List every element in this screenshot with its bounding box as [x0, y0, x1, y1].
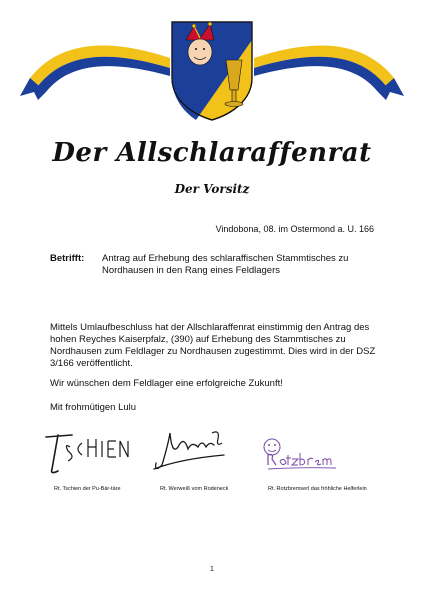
body-paragraph: Mittels Umlaufbeschluss hat der Allschlaraffenrat einstimmig den Antrag des hohen Reyches Kaiserpfalz, (390) auf Erhebung des Stammtisches zu Nordhausen zum Feldlager zu Nordhausen zugestimmt. Dies wird in der DSZ 3/166 veröffentlicht.	[50, 322, 376, 369]
subject-label: Betrifft:	[50, 253, 85, 264]
document-title: Der Allschlaraffenrat	[52, 138, 372, 168]
signatory-name-2: Rt. Werweiß vom Rodeneck	[160, 486, 229, 492]
signature-1	[42, 425, 132, 495]
closing-greeting: Mit frohmütigen Lulu	[50, 402, 137, 413]
handwritten-signature-icon	[42, 425, 132, 480]
date-line: Vindobona, 08. im Ostermond a. U. 166	[215, 224, 374, 234]
letterhead	[0, 0, 424, 125]
wish-paragraph: Wir wünschen dem Feldlager eine erfolgreiche Zukunft!	[50, 378, 283, 389]
signature-2	[150, 425, 230, 495]
signatory-name-3: Rt. Rotzbremserl das fröhliche Helferlein	[268, 486, 367, 492]
handwritten-signature-icon	[260, 425, 340, 480]
document-subtitle: Der Vorsitz	[174, 182, 250, 196]
subject-text: Antrag auf Erhebung des schlaraffischen Stammtisches zu Nordhausen in den Rang eines Feldlagers	[102, 253, 349, 276]
handwritten-signature-icon	[150, 425, 230, 480]
coat-of-arms-icon	[0, 0, 424, 125]
page-number: 1	[210, 566, 214, 573]
signatory-name-1: Rt. Tschien der Pu-Bär-täre	[54, 486, 121, 492]
signature-3	[260, 425, 340, 495]
